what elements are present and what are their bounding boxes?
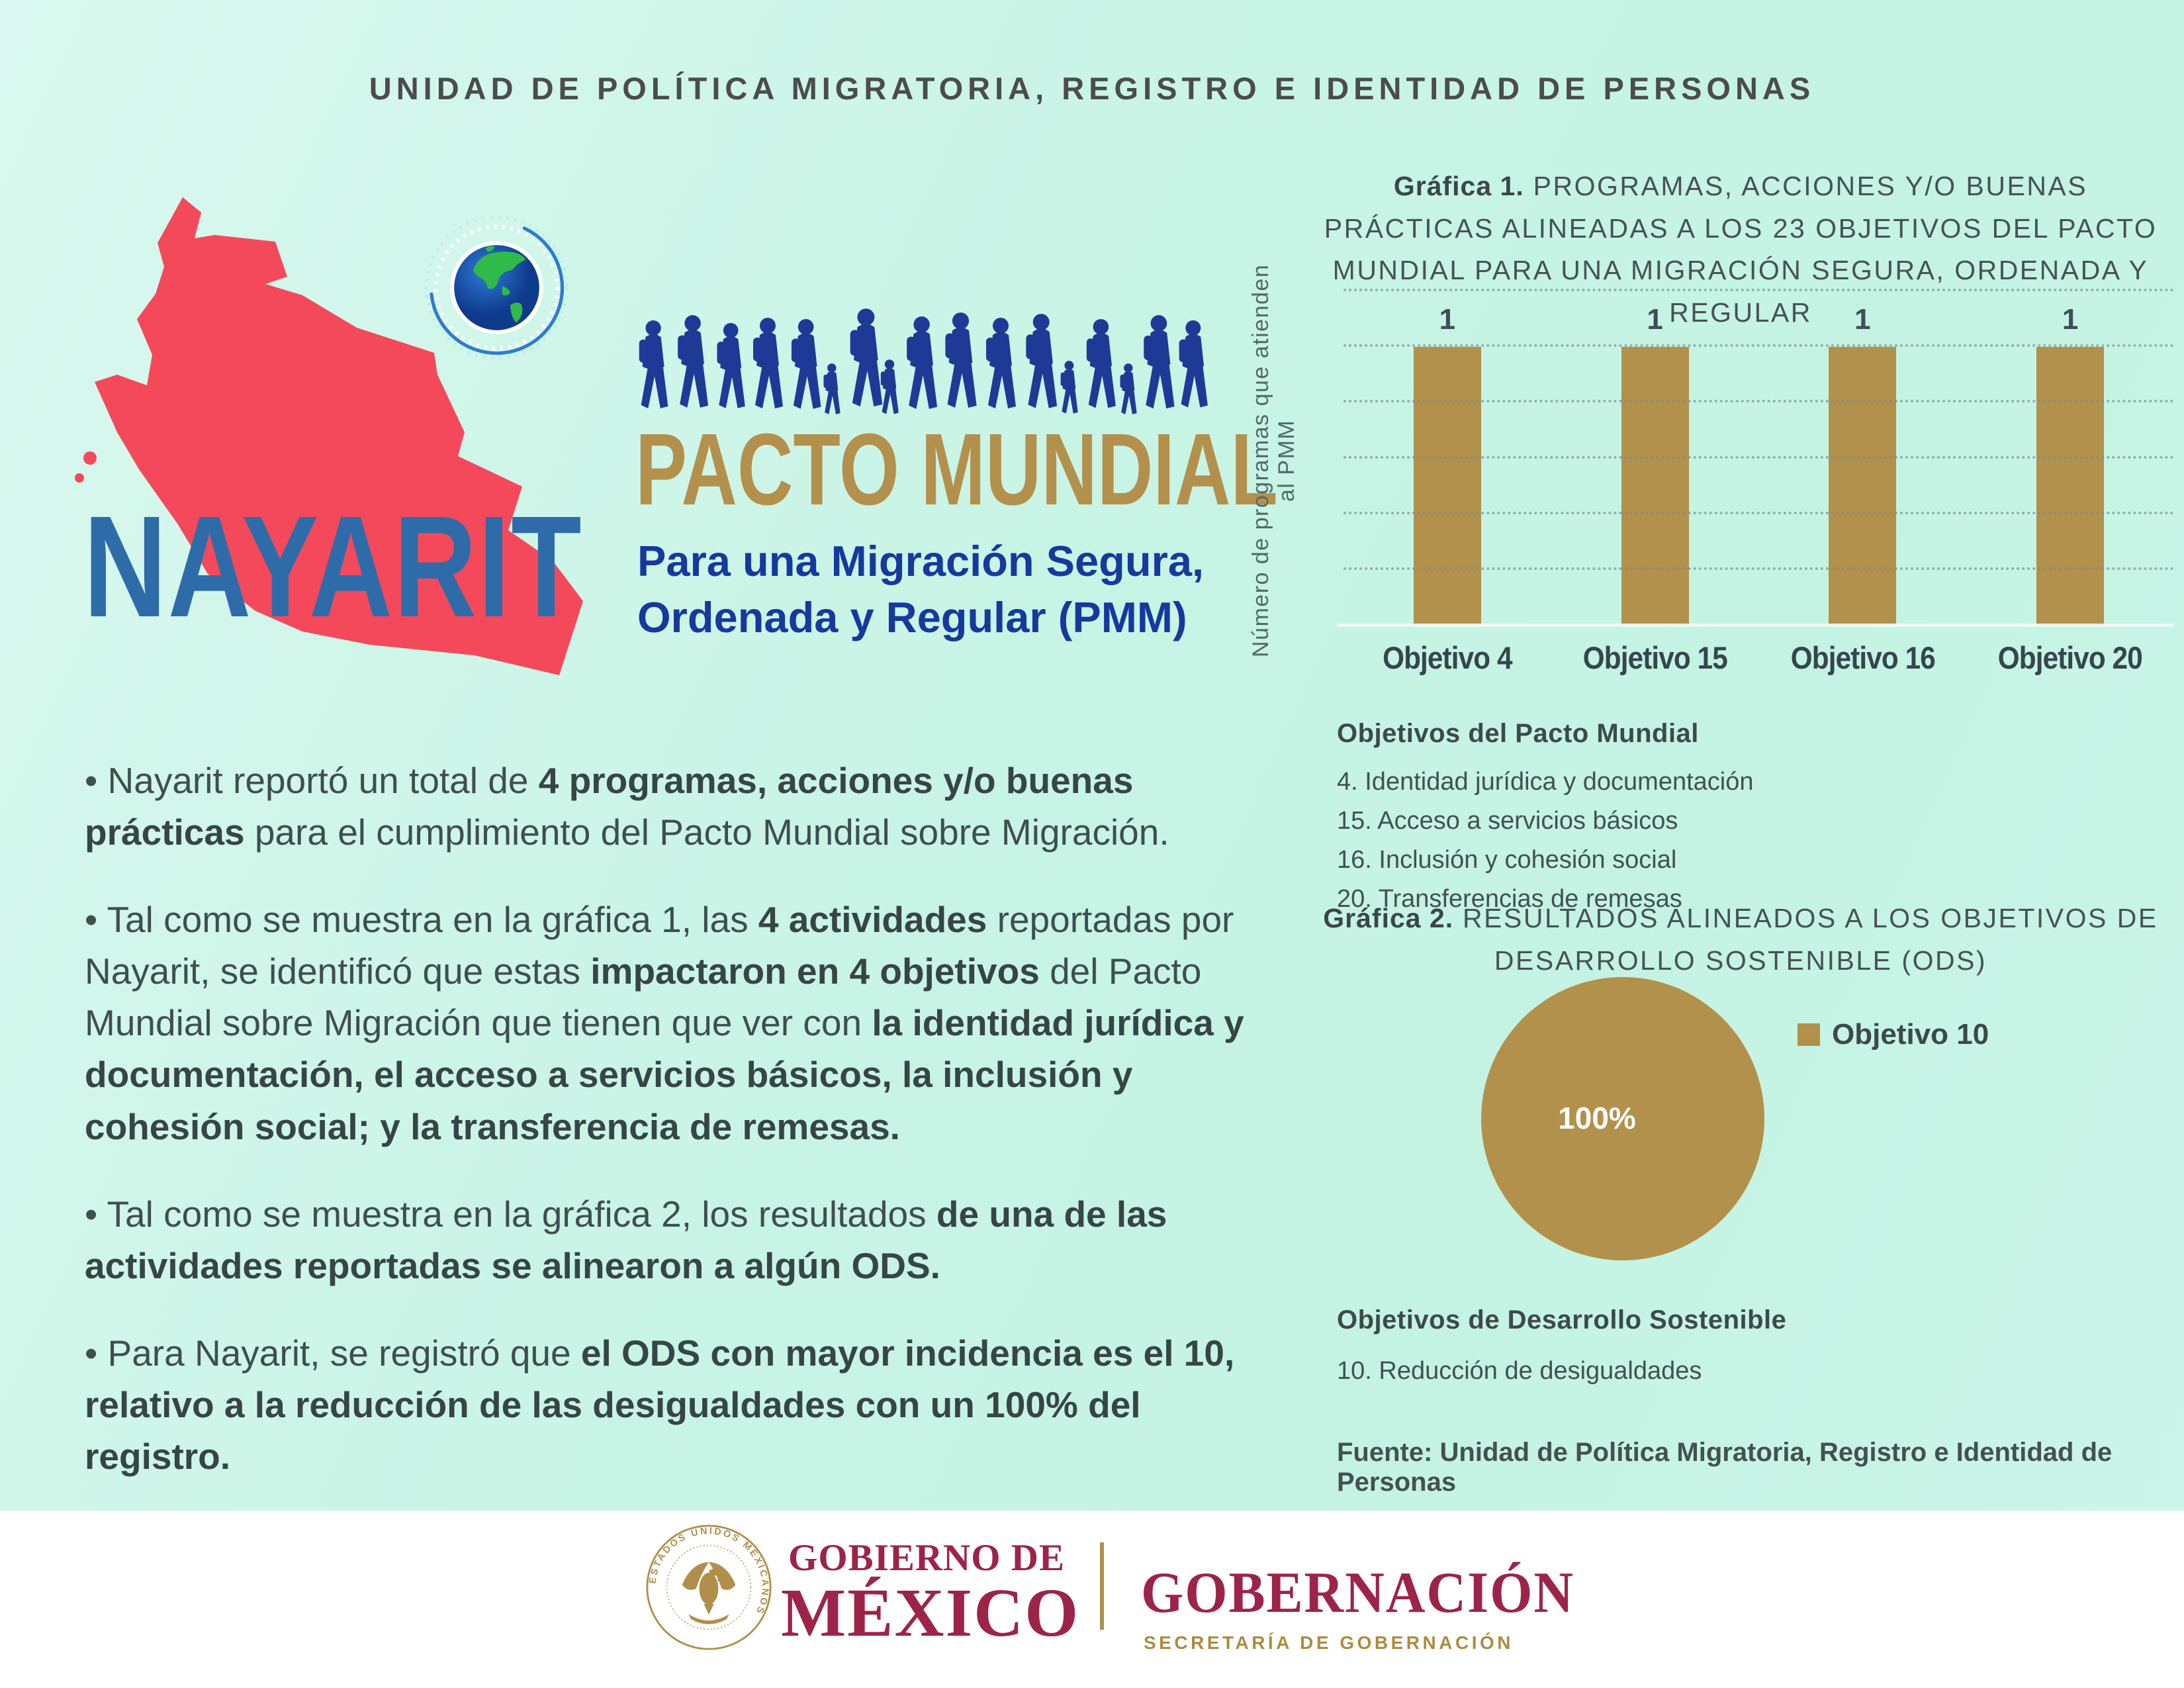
chart2-title-prefix: Gráfica 2. bbox=[1323, 903, 1454, 933]
gridline bbox=[1343, 344, 2174, 347]
bar bbox=[1829, 347, 1896, 626]
pmm-objectives-list bbox=[1337, 763, 1754, 919]
gobierno-de-mexico-logo bbox=[781, 1537, 1080, 1652]
gobernacion-wordmark: GOBERNACIÓN bbox=[1141, 1561, 1574, 1625]
pacto-mundial-subtitle bbox=[637, 534, 1204, 645]
chart2-title bbox=[1310, 898, 2171, 982]
bar-group bbox=[1759, 291, 1967, 626]
bar-group bbox=[1966, 291, 2174, 626]
migrants-silhouettes-icon bbox=[634, 299, 1211, 425]
chart1-category-labels bbox=[1343, 639, 2174, 676]
bullet-paragraph: • Tal como se muestra en la gráfica 2, los resultados de una de las actividades reportadas se alinearon a algún ODS. bbox=[85, 1193, 1167, 1286]
summary-bullets bbox=[85, 755, 1250, 1518]
state-name: NAYARIT bbox=[83, 487, 583, 647]
bar-group bbox=[1343, 291, 1551, 626]
bar-chart-bars bbox=[1343, 291, 2174, 626]
gobierno-line2: MÉXICO bbox=[781, 1575, 1080, 1652]
secretaria-caption: SECRETARÍA DE GOBERNACIÓN bbox=[1144, 1632, 1514, 1653]
bar bbox=[2036, 347, 2104, 626]
gridline bbox=[1343, 400, 2174, 402]
chart1-title-rest: PROGRAMAS, ACCIONES Y/O BUENAS PRÁCTICAS ALINEADAS A LOS 23 OBJETIVOS DEL PACTO MUNDIAL PARA UNA MIGRACIÓN SEGURA, ORDENADA Y REGULAR bbox=[1324, 171, 2158, 328]
bar bbox=[1621, 347, 1689, 626]
pie-slice-label: 100% bbox=[1558, 1101, 1636, 1135]
gobierno-line1: GOBIERNO DE bbox=[788, 1537, 1065, 1579]
bar-category-label: Objetivo 4 bbox=[1383, 640, 1512, 675]
pacto-subtitle-line1: Para una Migración Segura, bbox=[637, 537, 1205, 585]
gridline bbox=[1343, 512, 2174, 514]
page-title: UNIDAD DE POLÍTICA MIGRATORIA, REGISTRO E IDENTIDAD DE PERSONAS bbox=[369, 71, 1815, 106]
bullet-paragraph: • Para Nayarit, se registró que el ODS con mayor incidencia es el 10, relativo a la reducción de las desigualdades con un 100% del registro. bbox=[85, 1332, 1235, 1477]
pmm-objectives-heading: Objetivos del Pacto Mundial bbox=[1337, 719, 1699, 748]
bar-category-label: Objetivo 16 bbox=[1790, 640, 1935, 675]
footer-band bbox=[0, 1511, 2184, 1688]
gridline bbox=[1343, 289, 2174, 291]
bar-value-label: 1 bbox=[1854, 303, 1871, 336]
legend-swatch bbox=[1797, 1023, 1820, 1046]
chart1-title-prefix: Gráfica 1. bbox=[1393, 171, 1524, 201]
chart1-y-axis-label: Número de programas que atienden al PMM bbox=[1248, 263, 1299, 658]
bar-value-label: 1 bbox=[1647, 303, 1663, 336]
bar-category-label: Objetivo 20 bbox=[1998, 640, 2143, 675]
legend-label: Objetivo 10 bbox=[1832, 1018, 1989, 1051]
pmm-objective-item: 15. Acceso a servicios básicos bbox=[1337, 806, 1678, 835]
pacto-subtitle-line2: Ordenada y Regular (PMM) bbox=[637, 592, 1187, 641]
bar-value-label: 1 bbox=[1439, 303, 1456, 336]
pmm-objective-item: 16. Inclusión y cohesión social bbox=[1337, 845, 1677, 874]
bar-group bbox=[1551, 291, 1759, 626]
bullet-paragraph: • Tal como se muestra en la gráfica 1, las 4 actividades reportadas por Nayarit, se identificó que estas impactaron en 4 objetivos del Pacto Mundial sobre Migración que tienen que ver con la identidad jurídica y documentación, el acceso a servicios básicos, la inclusión y cohesión social; y la transferencia de remesas. bbox=[85, 899, 1244, 1147]
gridline bbox=[1343, 456, 2174, 459]
gridline bbox=[1343, 567, 2174, 570]
chart1-plot-area bbox=[1343, 291, 2174, 626]
bullet-paragraph: • Nayarit reportó un total de 4 programas, acciones y/o buenas prácticas para el cumplimiento del Pacto Mundial sobre Migración. bbox=[85, 760, 1169, 853]
chart2-title-rest: RESULTADOS ALINEADOS A LOS OBJETIVOS DE DESARROLLO SOSTENIBLE (ODS) bbox=[1453, 903, 2158, 976]
bar-category-label: Objetivo 15 bbox=[1582, 640, 1727, 675]
footer-divider bbox=[1100, 1542, 1104, 1630]
eagle-emblem bbox=[682, 1562, 736, 1624]
pmm-objective-item: 20. Transferencias de remesas bbox=[1337, 884, 1682, 913]
bar bbox=[1414, 347, 1481, 626]
chart1-baseline bbox=[1337, 624, 2174, 627]
seal-text: ESTADOS UNIDOS MEXICANOS bbox=[647, 1526, 770, 1617]
ods-item: 10. Reducción de desigualdades bbox=[1337, 1357, 1702, 1385]
pmm-objective-item: 4. Identidad jurídica y documentación bbox=[1337, 768, 1754, 796]
mexico-seal-icon bbox=[645, 1524, 772, 1651]
source-note: Fuente: Unidad de Política Migratoria, Registro e Identidad de Personas bbox=[1337, 1438, 2113, 1497]
globe-icon bbox=[416, 207, 578, 369]
pie-legend bbox=[1797, 1018, 1989, 1051]
ods-heading: Objetivos de Desarrollo Sostenible bbox=[1337, 1305, 1787, 1335]
pacto-mundial-title: PACTO MUNDIAL bbox=[635, 412, 1278, 526]
ods-list bbox=[1337, 1352, 1702, 1391]
bar-value-label: 1 bbox=[2062, 303, 2079, 336]
